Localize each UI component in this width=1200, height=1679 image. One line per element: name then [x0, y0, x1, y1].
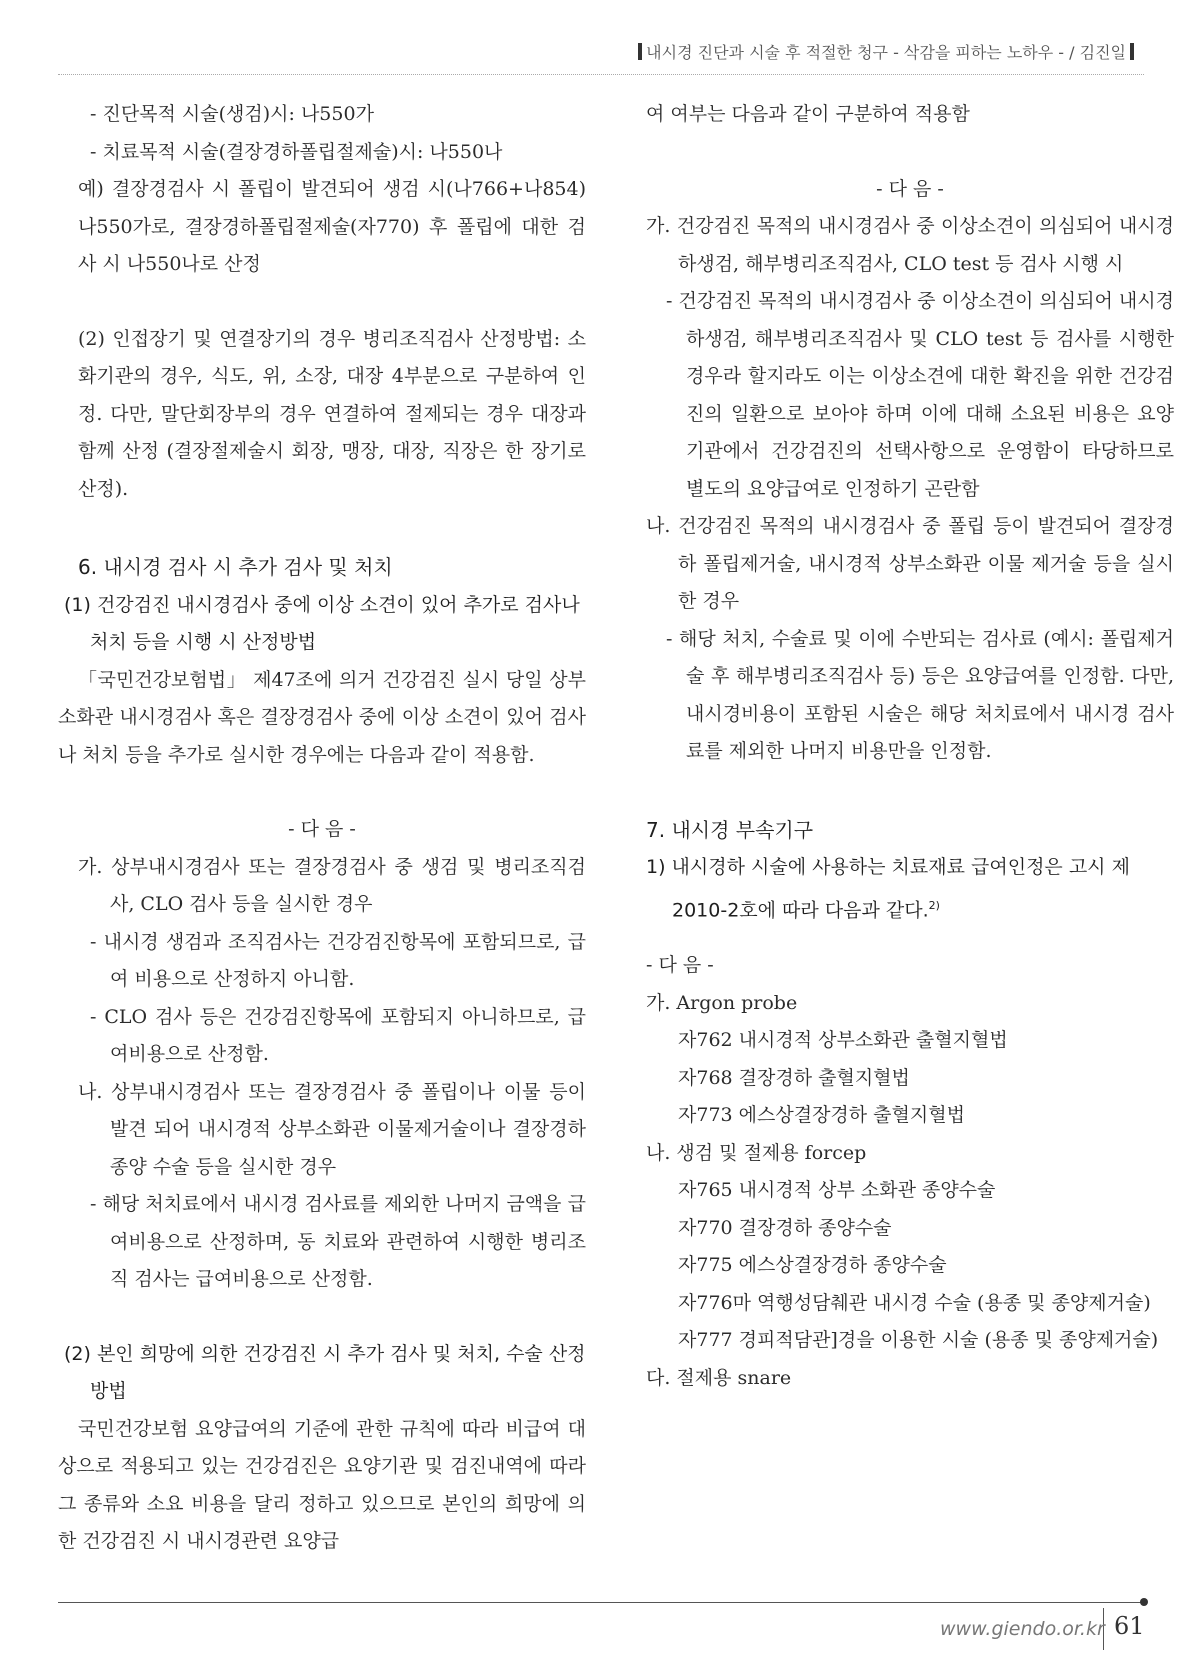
section-heading-6: 6. 내시경 검사 시 추가 검사 및 처치 [78, 555, 393, 579]
list-item: - 해당 처치, 수술료 및 이에 수반되는 검사료 (예시: 폴립제거술 후 해부병리조직검사 등) 등은 요양급여를 인정함. 다만, 내시경비용이 포함된 시술은 해당 처치료에서 내시경 검사료를 제외한 나머지 비용만을 인정함. [666, 627, 1174, 762]
spacer [58, 508, 586, 545]
paragraph: 국민건강보험 요양급여의 기준에 관한 규칙에 따라 비급여 대상으로 적용되고 있는 건강검진은 요양기관 및 검진내역에 따라 그 종류와 소요 비용을 달리 정하고 있으므로 본인의 희망에 의한 건강검진 시 내시경관련 요양급 [58, 1417, 586, 1552]
left-column [58, 96, 586, 1561]
list-item: 자770 결장경하 종양수술 [678, 1216, 892, 1239]
list-item: 가. Argon probe [646, 991, 798, 1014]
header-bar-right [1130, 43, 1134, 60]
da-eum-label: - 다 음 - [646, 954, 714, 977]
spacer [646, 134, 1174, 171]
list-item: 자765 내시경적 상부 소화관 종양수술 [678, 1179, 996, 1202]
footnote-ref: 2) [928, 898, 940, 912]
subsection-heading: (2) 본인 희망에 의한 건강검진 시 추가 검사 및 처치, 수술 산정방법 [64, 1342, 586, 1402]
list-item: - 치료목적 시술(결장경하폴립절제술)시: 나550나 [90, 140, 503, 163]
spacer [646, 929, 1174, 947]
list-item: 자768 결장경하 출혈지혈법 [678, 1066, 910, 1089]
list-item: 나. 건강검진 목적의 내시경검사 중 폴립 등이 발견되어 결장경하 폴립제거술, 내시경적 상부소화관 이물 제거술 등을 실시한 경우 [646, 515, 1174, 612]
running-title: 내시경 진단과 시술 후 적절한 청구 - 삭감을 피하는 노하우 - / 김진일 [646, 43, 1126, 62]
subsection-heading [646, 849, 1174, 929]
site-url: www.giendo.or.kr [940, 1618, 1105, 1640]
example-paragraph: 예) 결장경검사 시 폴립이 발견되어 생검 시(나766+나854) 나550가로, 결장경하폴립절제술(자770) 후 폴립에 대한 검사 시 나550나로 산정 [78, 178, 586, 275]
paragraph: (2) 인접장기 및 연결장기의 경우 병리조직검사 산정방법: 소화기관의 경우, 식도, 위, 소장, 대장 4부분으로 구분하여 인정. 다만, 말단회장부의 경우 연결하여 절제되는 경우 대장과 함께 산정 (결장절제술시 회장, 맹장, 대장, 직장은 한 장기로 산정). [78, 327, 586, 500]
spacer [58, 284, 586, 321]
running-header [634, 40, 1138, 63]
right-column [646, 96, 1174, 1397]
da-eum-label: - 다 음 - [876, 177, 944, 200]
list-item: - 해당 처치료에서 내시경 검사료를 제외한 나머지 금액을 급여비용으로 산정하며, 동 치료와 관련하여 시행한 병리조직 검사는 급여비용으로 산정함. [90, 1193, 586, 1290]
header-rule [58, 74, 1144, 75]
list-item: - 내시경 생검과 조직검사는 건강검진항목에 포함되므로, 급여 비용으로 산정하지 아니함. [90, 930, 586, 990]
spacer [646, 771, 1174, 808]
subsection-text: 1) 내시경하 시술에 사용하는 치료재료 급여인정은 고시 제2010-2호에 따라 다음과 같다. [646, 856, 1130, 921]
list-item: 자777 경피적담관]경을 이용한 시술 (용종 및 종양제거술) [678, 1329, 1159, 1352]
list-item: 다. 절제용 snare [646, 1366, 792, 1389]
section-heading-7: 7. 내시경 부속기구 [646, 817, 814, 842]
header-bar-left [638, 43, 642, 60]
list-item: 자775 에스상결장경하 종양수술 [678, 1254, 947, 1277]
spacer [58, 774, 586, 811]
list-item: - CLO 검사 등은 건강검진항목에 포함되지 아니하므로, 급여비용으로 산정함. [90, 1005, 586, 1065]
list-item: 가. 건강검진 목적의 내시경검사 중 이상소견이 의심되어 내시경하생검, 해부병리조직검사, CLO test 등 검사 시행 시 [646, 215, 1174, 275]
list-item: 나. 생검 및 절제용 forcep [646, 1141, 867, 1164]
footer-dot [1140, 1598, 1148, 1606]
list-item: 자762 내시경적 상부소화관 출혈지혈법 [678, 1029, 1008, 1052]
list-item: - 진단목적 시술(생검)시: 나550가 [90, 103, 374, 125]
list-item: 나. 상부내시경검사 또는 결장경검사 중 폴립이나 이물 등이 발견 되어 내시경적 상부소화관 이물제거술이나 결장경하 종양 수술 등을 실시한 경우 [78, 1080, 586, 1178]
list-item: - 건강검진 목적의 내시경검사 중 이상소견이 의심되어 내시경하생검, 해부병리조직검사 및 CLO test 등 검사를 시행한 경우라 할지라도 이는 이상소견에 대한 확진을 위한 건강검진의 일환으로 보아야 하며 이에 대해 소요된 비용은 요양기관에서 건강검진의 선택사항으로 운영함이 타당하므로 별도의 요양급여로 인정하기 곤란함 [666, 290, 1174, 500]
list-item: 가. 상부내시경검사 또는 결장경검사 중 생검 및 병리조직검사, CLO 검사 등을 실시한 경우 [78, 855, 586, 915]
list-item: 자773 에스상결장경하 출혈지혈법 [678, 1104, 965, 1127]
spacer [58, 1299, 586, 1336]
page-number: 61 [1114, 1612, 1145, 1640]
list-item: 자776마 역행성담췌관 내시경 수술 (용종 및 종양제거술) [678, 1291, 1151, 1314]
footer-rule [58, 1602, 1143, 1603]
paragraph: 「국민건강보험법」 제47조에 의거 건강검진 실시 당일 상부소화관 내시경검사 혹은 결장경검사 중에 이상 소견이 있어 검사나 처치 등을 추가로 실시한 경우에는 다음과 같이 적용함. [58, 668, 586, 766]
subsection-heading: (1) 건강검진 내시경검사 중에 이상 소견이 있어 추가로 검사나 처치 등을 시행 시 산정방법 [64, 593, 580, 653]
paragraph: 여 여부는 다음과 같이 구분하여 적용함 [646, 103, 970, 125]
da-eum-label: - 다 음 - [288, 818, 356, 840]
